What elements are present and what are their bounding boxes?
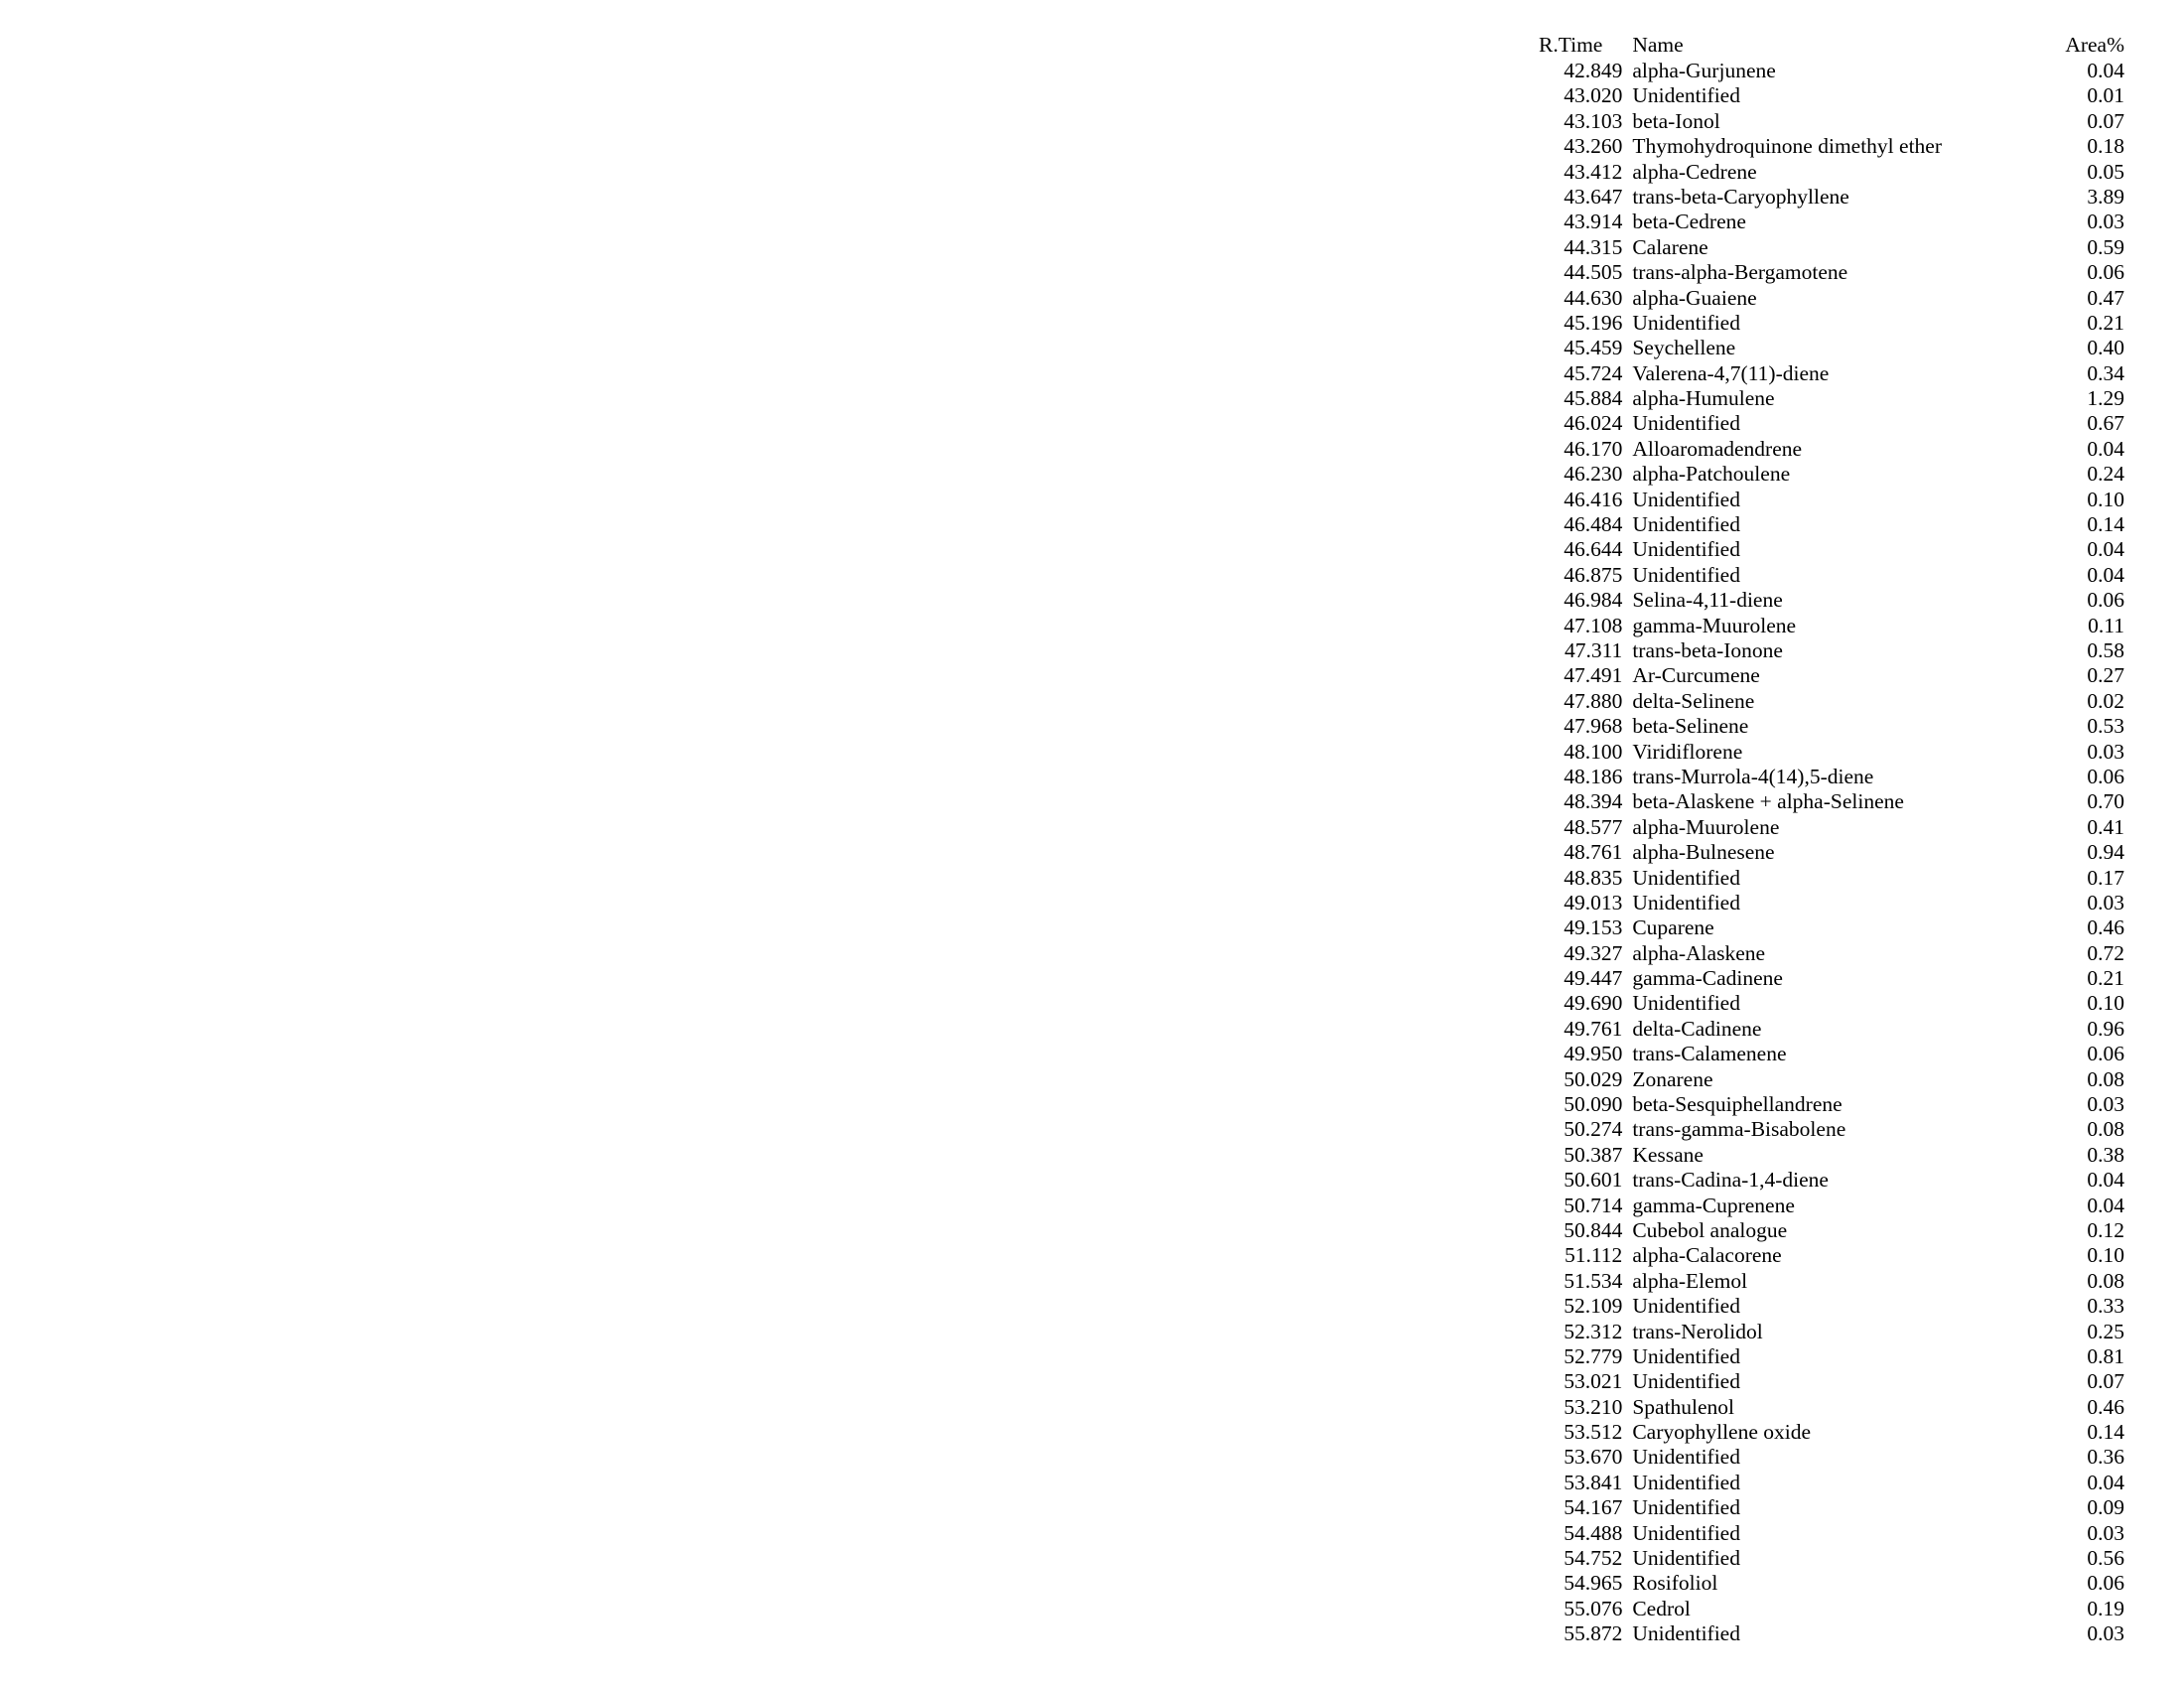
cell-area: 3.89 [2087,184,2124,209]
table-row [1539,512,2124,537]
cell-rtime: 45.459 [1564,336,1623,360]
cell-name: Cuparene [1632,915,1714,940]
cell-area: 0.04 [2087,1470,2124,1494]
cell-area: 0.03 [2087,210,2124,234]
cell-area: 0.05 [2087,159,2124,184]
table-row [1539,1143,2124,1168]
cell-rtime: 50.714 [1564,1193,1623,1217]
cell-area: 0.46 [2087,915,2124,940]
cell-name: Selina-4,11-diene [1632,588,1783,613]
table-row [1539,386,2124,411]
cell-rtime: 48.761 [1564,840,1623,865]
cell-area: 0.06 [2087,1571,2124,1596]
cell-name: Unidentified [1632,537,1740,562]
cell-area: 0.06 [2087,1042,2124,1066]
cell-rtime: 50.274 [1564,1117,1623,1142]
cell-rtime: 43.412 [1564,159,1623,184]
table-row [1539,991,2124,1016]
table-row [1539,966,2124,991]
table-row [1539,1218,2124,1243]
cell-name: Unidentified [1632,1445,1740,1470]
cell-area: 0.25 [2087,1319,2124,1343]
table-row [1539,1042,2124,1066]
cell-area: 0.03 [2087,1621,2124,1646]
table-row [1539,109,2124,134]
cell-rtime: 46.170 [1564,436,1623,461]
cell-rtime: 53.210 [1564,1394,1623,1419]
cell-rtime: 52.779 [1564,1343,1623,1368]
table-row [1539,614,2124,638]
cell-name: alpha-Patchoulene [1632,462,1791,487]
cell-name: alpha-Bulnesene [1632,840,1775,865]
cell-rtime: 50.601 [1564,1168,1623,1193]
cell-area: 0.04 [2087,562,2124,587]
gc-results-table-container [1539,33,2124,1647]
table-row [1539,1445,2124,1470]
cell-name: gamma-Muurolene [1632,613,1797,637]
cell-rtime: 54.965 [1564,1571,1623,1596]
table-row [1539,765,2124,789]
cell-name: Cubebol analogue [1632,1217,1788,1242]
cell-area: 0.21 [2087,966,2124,991]
cell-area: 0.34 [2087,360,2124,385]
table-row [1539,537,2124,562]
cell-name: Thymohydroquinone dimethyl ether [1632,134,1942,159]
cell-area: 0.10 [2087,991,2124,1016]
cell-rtime: 46.484 [1564,512,1623,537]
cell-area: 0.01 [2087,83,2124,108]
cell-area: 0.03 [2087,739,2124,764]
cell-name: Unidentified [1632,1520,1740,1545]
table-row [1539,563,2124,588]
cell-area: 0.07 [2087,1369,2124,1394]
table-header-row [1539,33,2124,59]
cell-name: Unidentified [1632,310,1740,335]
cell-name: Spathulenol [1632,1394,1735,1419]
table-row [1539,1395,2124,1420]
cell-name: Unidentified [1632,1546,1740,1571]
cell-name: Unidentified [1632,562,1740,587]
cell-rtime: 47.968 [1564,714,1623,739]
cell-rtime: 49.761 [1564,1016,1623,1041]
cell-rtime: 54.752 [1564,1546,1623,1571]
cell-area: 0.94 [2087,840,2124,865]
cell-area: 0.14 [2087,1420,2124,1445]
cell-name: Cedrol [1632,1596,1691,1620]
cell-area: 0.24 [2087,462,2124,487]
cell-area: 0.46 [2087,1394,2124,1419]
cell-area: 0.40 [2087,336,2124,360]
table-row [1539,185,2124,210]
cell-name: Calarene [1632,234,1708,259]
cell-name: Unidentified [1632,1470,1740,1494]
cell-name: Unidentified [1632,865,1740,890]
cell-area: 0.41 [2087,814,2124,839]
cell-area: 0.03 [2087,1520,2124,1545]
cell-name: alpha-Alaskene [1632,940,1766,965]
cell-name: trans-Calamenene [1632,1042,1787,1066]
table-row [1539,1117,2124,1142]
cell-rtime: 50.844 [1564,1217,1623,1242]
cell-rtime: 44.315 [1564,234,1623,259]
cell-area: 0.70 [2087,789,2124,814]
cell-rtime: 51.534 [1564,1268,1623,1293]
cell-area: 0.53 [2087,714,2124,739]
table-row [1539,663,2124,688]
cell-area: 0.18 [2087,134,2124,159]
table-row [1539,915,2124,940]
cell-rtime: 53.670 [1564,1445,1623,1470]
cell-rtime: 43.103 [1564,108,1623,133]
table-row [1539,160,2124,185]
table-row [1539,83,2124,108]
cell-rtime: 55.076 [1564,1596,1623,1620]
cell-rtime: 46.875 [1564,562,1623,587]
column-header-rtime: R.Time [1539,33,1603,57]
cell-rtime: 53.841 [1564,1470,1623,1494]
cell-rtime: 46.984 [1564,588,1623,613]
cell-area: 0.27 [2087,663,2124,688]
cell-rtime: 46.230 [1564,462,1623,487]
table-row [1539,260,2124,285]
cell-area: 0.10 [2087,1243,2124,1268]
cell-rtime: 50.387 [1564,1142,1623,1167]
cell-rtime: 49.690 [1564,991,1623,1016]
cell-name: alpha-Elemol [1632,1268,1748,1293]
cell-name: alpha-Gurjunene [1632,59,1776,82]
table-row [1539,1521,2124,1546]
table-row [1539,941,2124,966]
cell-name: Unidentified [1632,991,1740,1016]
cell-rtime: 45.724 [1564,360,1623,385]
cell-rtime: 46.416 [1564,487,1623,511]
cell-rtime: 55.872 [1564,1621,1623,1646]
gc-results-table [1539,33,2124,1647]
table-row [1539,1369,2124,1394]
cell-rtime: 50.029 [1564,1066,1623,1091]
cell-area: 0.96 [2087,1016,2124,1041]
table-row [1539,1495,2124,1520]
table-row [1539,638,2124,663]
cell-rtime: 48.186 [1564,764,1623,788]
cell-area: 0.03 [2087,1092,2124,1117]
cell-rtime: 43.647 [1564,184,1623,209]
cell-area: 0.06 [2087,260,2124,285]
cell-rtime: 43.260 [1564,134,1623,159]
table-row [1539,588,2124,613]
cell-name: Ar-Curcumene [1632,663,1760,688]
cell-rtime: 48.577 [1564,814,1623,839]
cell-area: 0.08 [2087,1268,2124,1293]
cell-rtime: 54.488 [1564,1520,1623,1545]
table-row [1539,1621,2124,1646]
cell-area: 0.33 [2087,1294,2124,1319]
cell-name: alpha-Guaiene [1632,285,1757,310]
table-row [1539,1546,2124,1571]
table-row [1539,1092,2124,1117]
cell-name: beta-Cedrene [1632,210,1746,234]
cell-rtime: 52.109 [1564,1294,1623,1319]
cell-rtime: 45.884 [1564,386,1623,411]
cell-area: 0.58 [2087,637,2124,662]
cell-area: 0.08 [2087,1066,2124,1091]
cell-rtime: 49.013 [1564,890,1623,914]
table-row [1539,1420,2124,1445]
cell-name: Unidentified [1632,411,1740,436]
cell-name: Unidentified [1632,1495,1740,1520]
cell-rtime: 48.835 [1564,865,1623,890]
table-row [1539,815,2124,840]
table-row [1539,437,2124,462]
cell-name: Alloaromadendrene [1632,436,1803,461]
cell-name: trans-Cadina-1,4-diene [1632,1168,1829,1193]
cell-rtime: 43.020 [1564,83,1623,108]
table-row [1539,336,2124,360]
cell-rtime: 47.880 [1564,688,1623,713]
cell-name: beta-Sesquiphellandrene [1632,1092,1843,1117]
table-row [1539,1168,2124,1193]
cell-name: Caryophyllene oxide [1632,1420,1812,1445]
cell-rtime: 49.327 [1564,940,1623,965]
cell-rtime: 45.196 [1564,310,1623,335]
table-row [1539,714,2124,739]
cell-area: 0.08 [2087,1117,2124,1142]
table-row [1539,1320,2124,1344]
table-row [1539,1471,2124,1495]
cell-name: beta-Ionol [1632,108,1720,133]
table-header [1539,33,2124,59]
table-row [1539,411,2124,436]
cell-area: 0.17 [2087,865,2124,890]
table-row [1539,1294,2124,1319]
table-row [1539,235,2124,260]
cell-rtime: 48.100 [1564,739,1623,764]
cell-name: Seychellene [1632,336,1736,360]
cell-area: 0.38 [2087,1142,2124,1167]
cell-area: 0.12 [2087,1217,2124,1242]
cell-area: 0.19 [2087,1596,2124,1620]
cell-area: 0.47 [2087,285,2124,310]
cell-rtime: 53.512 [1564,1420,1623,1445]
table-row [1539,891,2124,915]
cell-area: 0.03 [2087,890,2124,914]
cell-area: 0.14 [2087,512,2124,537]
cell-area: 0.04 [2087,1193,2124,1217]
cell-rtime: 54.167 [1564,1495,1623,1520]
table-row [1539,311,2124,336]
table-row [1539,1269,2124,1294]
table-row [1539,689,2124,714]
cell-name: trans-alpha-Bergamotene [1632,260,1848,285]
column-header-area: Area% [2065,33,2124,57]
cell-name: trans-Murrola-4(14),5-diene [1632,764,1874,788]
table-row [1539,1067,2124,1092]
table-body [1539,59,2124,1647]
cell-area: 0.07 [2087,108,2124,133]
cell-area: 0.09 [2087,1495,2124,1520]
cell-name: alpha-Cedrene [1632,159,1757,184]
cell-area: 0.04 [2087,59,2124,82]
cell-name: trans-Nerolidol [1632,1319,1763,1343]
cell-rtime: 47.491 [1564,663,1623,688]
cell-name: gamma-Cadinene [1632,966,1783,991]
cell-name: alpha-Humulene [1632,386,1775,411]
cell-rtime: 42.849 [1564,59,1623,82]
cell-name: Rosifoliol [1632,1571,1718,1596]
table-row [1539,286,2124,311]
table-row [1539,1597,2124,1621]
cell-name: Unidentified [1632,487,1740,511]
cell-name: alpha-Calacorene [1632,1243,1782,1268]
cell-name: beta-Alaskene + alpha-Selinene [1632,789,1904,814]
column-header-name: Name [1632,33,1684,57]
cell-name: trans-beta-Caryophyllene [1632,184,1849,209]
cell-area: 0.36 [2087,1445,2124,1470]
cell-name: gamma-Cuprenene [1632,1193,1795,1217]
cell-name: alpha-Muurolene [1632,814,1780,839]
cell-rtime: 47.311 [1564,637,1623,662]
table-row [1539,840,2124,865]
cell-rtime: 44.505 [1564,260,1623,285]
table-row [1539,462,2124,487]
table-row [1539,210,2124,234]
cell-name: Kessane [1632,1142,1704,1167]
cell-name: Zonarene [1632,1066,1713,1091]
cell-area: 0.04 [2087,537,2124,562]
table-row [1539,866,2124,891]
cell-area: 1.29 [2087,386,2124,411]
cell-area: 0.06 [2087,764,2124,788]
cell-rtime: 49.447 [1564,966,1623,991]
cell-rtime: 43.914 [1564,210,1623,234]
cell-area: 0.02 [2087,688,2124,713]
cell-rtime: 47.108 [1564,613,1623,637]
cell-name: Unidentified [1632,890,1740,914]
cell-area: 0.21 [2087,310,2124,335]
cell-name: Unidentified [1632,83,1740,108]
cell-rtime: 48.394 [1564,789,1623,814]
table-row [1539,488,2124,512]
cell-area: 0.59 [2087,234,2124,259]
cell-area: 0.10 [2087,487,2124,511]
cell-rtime: 51.112 [1564,1243,1623,1268]
cell-rtime: 46.024 [1564,411,1623,436]
cell-name: trans-gamma-Bisabolene [1632,1117,1846,1142]
cell-area: 0.67 [2087,411,2124,436]
cell-area: 0.04 [2087,1168,2124,1193]
cell-rtime: 53.021 [1564,1369,1623,1394]
cell-rtime: 52.312 [1564,1319,1623,1343]
table-row [1539,59,2124,83]
cell-rtime: 49.950 [1564,1042,1623,1066]
cell-area: 0.81 [2087,1343,2124,1368]
table-row [1539,740,2124,765]
cell-name: delta-Cadinene [1632,1016,1762,1041]
cell-area: 0.72 [2087,940,2124,965]
table-row [1539,1017,2124,1042]
cell-name: Unidentified [1632,1343,1740,1368]
table-row [1539,1243,2124,1268]
cell-name: beta-Selinene [1632,714,1749,739]
cell-name: Valerena-4,7(11)-diene [1632,360,1830,385]
cell-rtime: 44.630 [1564,285,1623,310]
cell-rtime: 50.090 [1564,1092,1623,1117]
cell-name: Unidentified [1632,1294,1740,1319]
cell-rtime: 46.644 [1564,537,1623,562]
cell-area: 0.56 [2087,1546,2124,1571]
table-row [1539,361,2124,386]
cell-name: Unidentified [1632,512,1740,537]
table-row [1539,1571,2124,1596]
cell-name: Unidentified [1632,1621,1740,1646]
cell-area: 0.06 [2087,588,2124,613]
cell-area: 0.11 [2088,613,2124,637]
cell-name: Unidentified [1632,1369,1740,1394]
cell-name: delta-Selinene [1632,688,1755,713]
table-row [1539,1344,2124,1369]
table-row [1539,789,2124,814]
cell-name: trans-beta-Ionone [1632,637,1783,662]
cell-area: 0.04 [2087,436,2124,461]
cell-rtime: 49.153 [1564,915,1623,940]
table-row [1539,134,2124,159]
table-row [1539,1194,2124,1218]
cell-name: Viridiflorene [1632,739,1743,764]
